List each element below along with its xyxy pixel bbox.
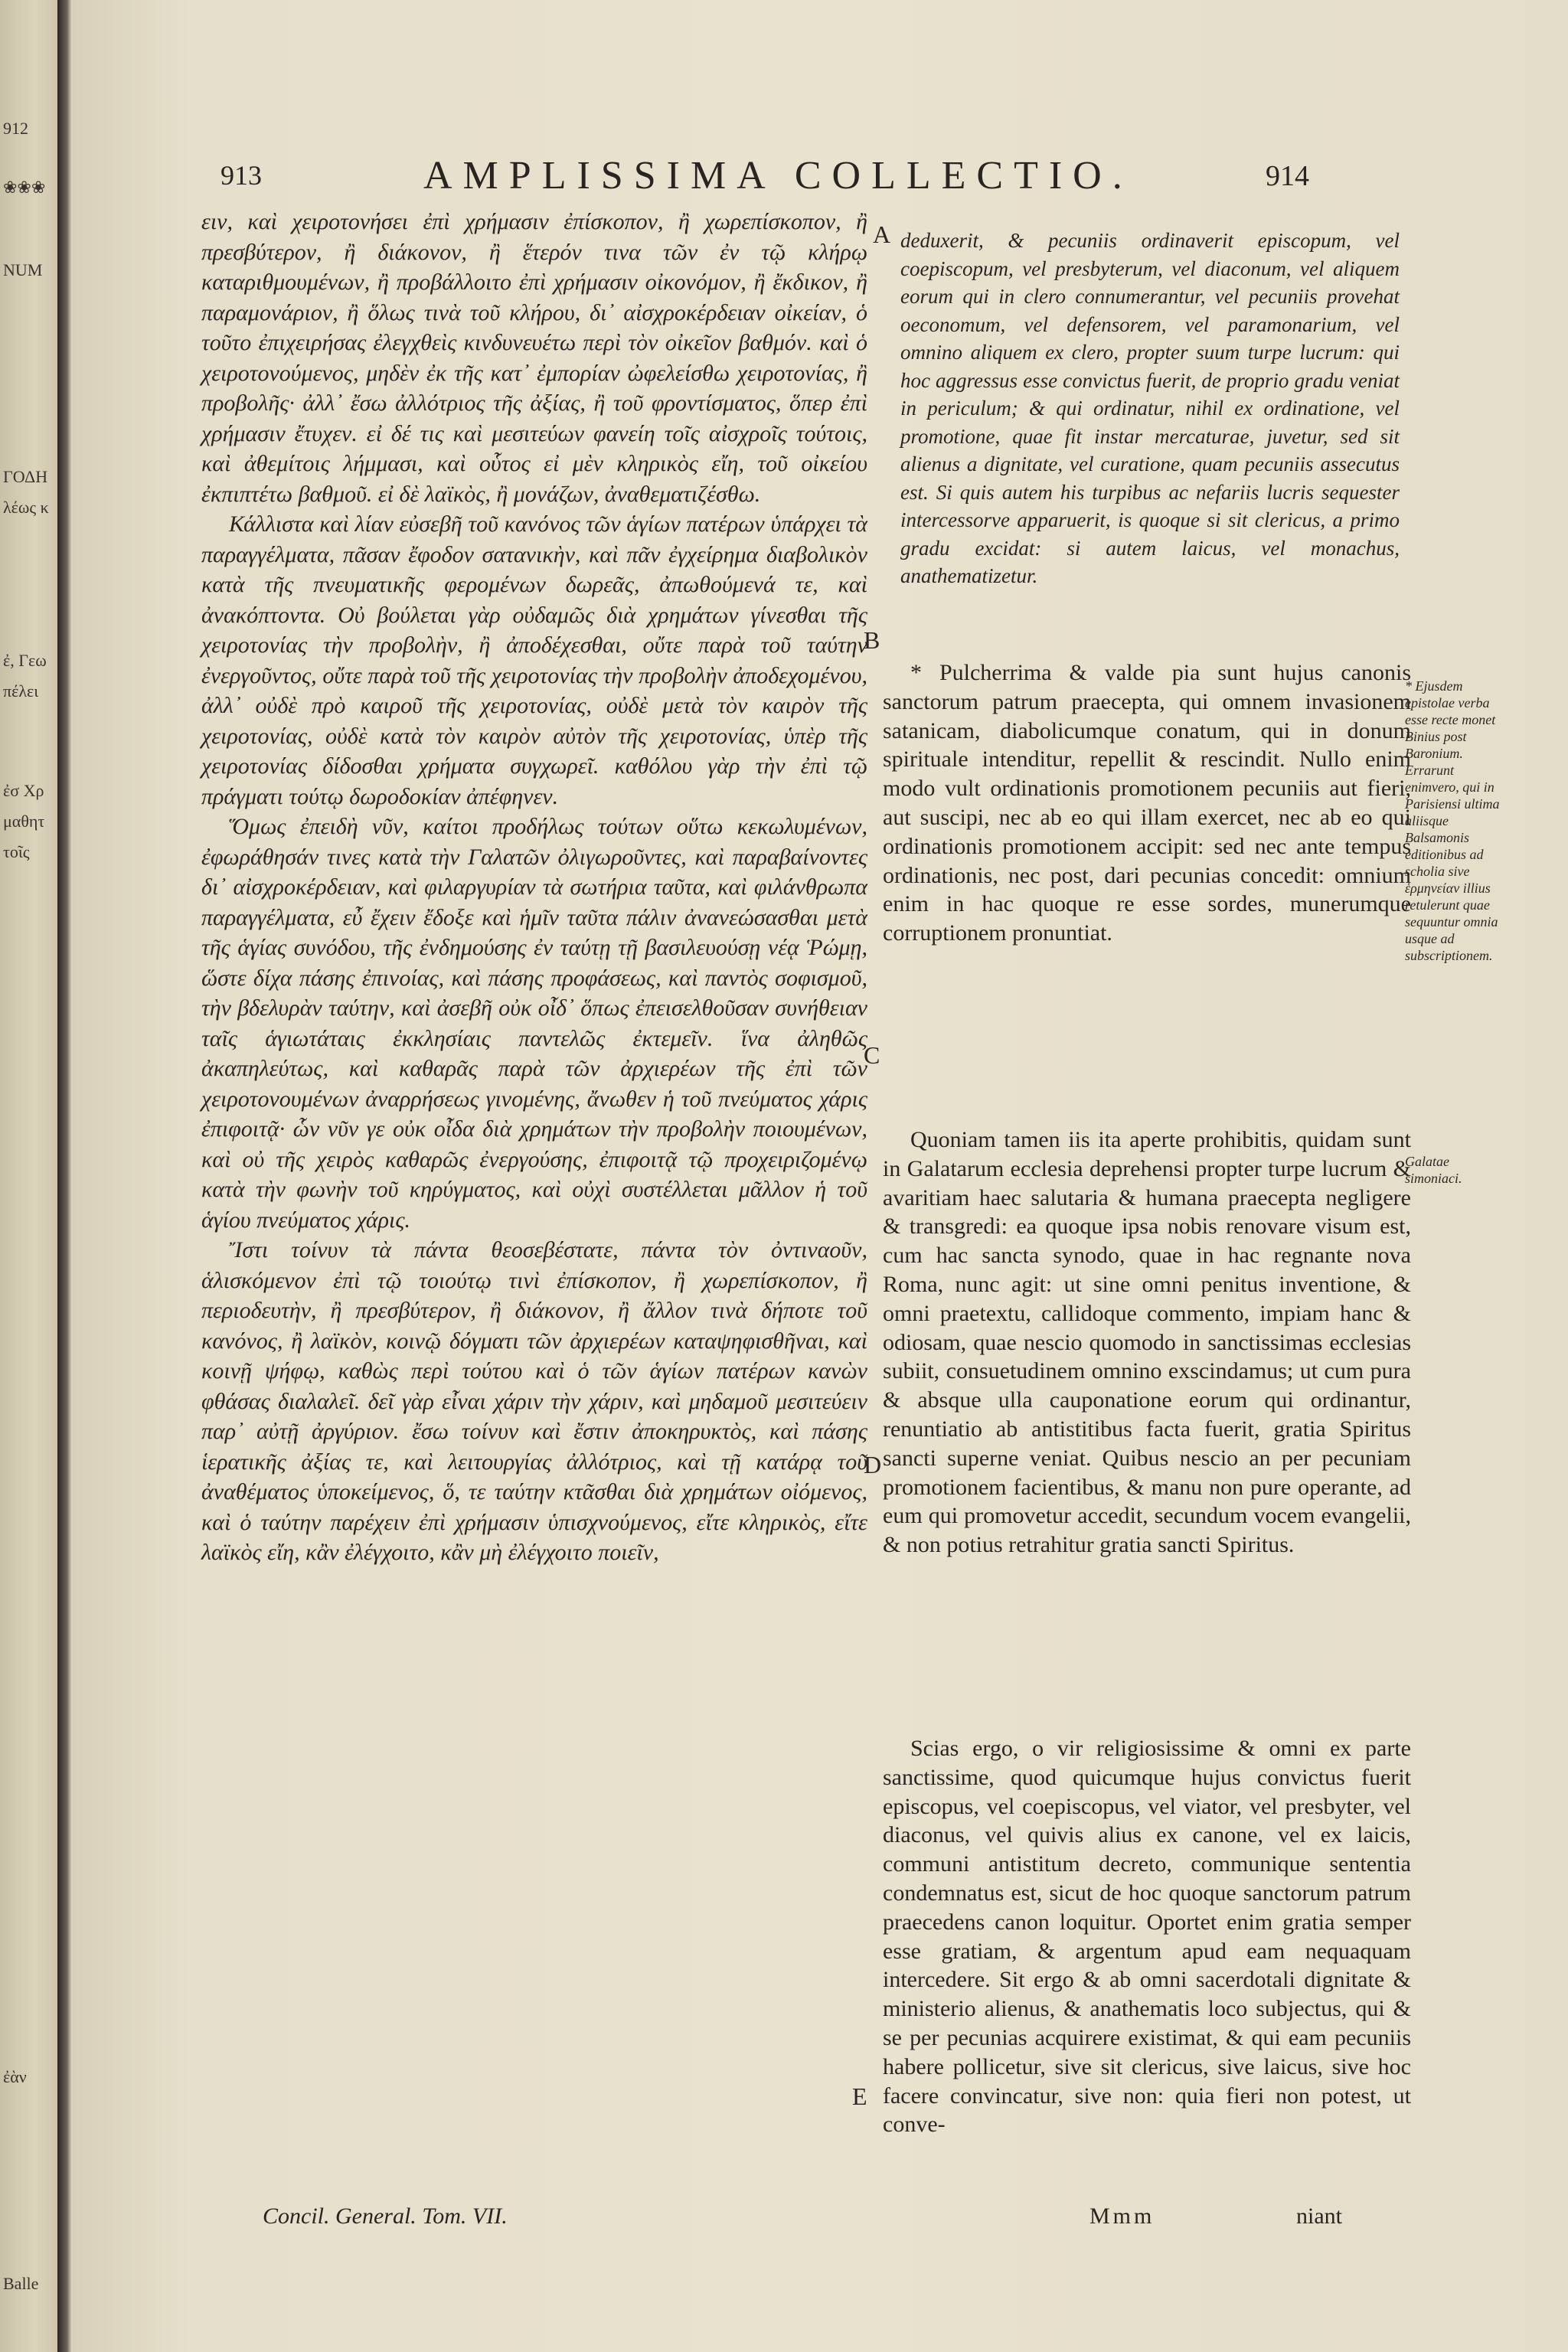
book-page [71,0,1568,2352]
latin-commentary-1 [883,658,1411,948]
latin-paragraph: Quoniam tamen iis ita aperte prohibitis, quidam sunt in Galatarum ecclesia deprehensi propter turpe lucrum & avaritiam haec salutaria & humana praecepta negligere & transgredi: ea quoque ipsa nobis renovare visum est, cum hac sancta synodo, quae in hac regnante nova Roma, nunc agit: ut sine omni penitus inventione, & omni praetextu, callidoque commento, impiam hanc & odiosam, quae nescio quomodo in sanctissimas ecclesias subiit, consuetudinem omnino exscindamus; ut cum pura & absque ulla cauponatione eorum qui ordinantur, renuntiatio ab antistitibus facta fuerit, gratia Spiritus sancti superne veniat. Quibus nescio an per pecuniam promotionem facientibus, & manu non pure operante, ad eum qui promovetur accedit, secundum vocem evangelii, & non potius retrahitur gratia sancti Spiritus. [883,1127,1411,1558]
book-gutter [57,0,71,2352]
footer-volume: Concil. General. Tom. VII. [263,2203,508,2229]
section-marker-a: A [873,220,891,248]
section-marker-c: C [864,1041,880,1069]
section-marker-b: B [864,626,880,654]
marginal-note-binius: * Ejusdem epistolae verba esse recte monet Binius post Baronium. Errarunt enimvero, qui in Parisiensi ultima aliisque Balsamonis editionibus ad scholia sive ἑρμηνείαν illius retulerunt quae sequuntur omnia usque ad subscriptionem. [1405,678,1500,963]
footer-catchword: niant [1296,2203,1342,2229]
previous-page-fragment: πέλει [3,681,39,701]
previous-page-fragment: ΓΟΔΗ [3,467,48,486]
footer-signature-mark: Mmm [1089,2203,1155,2229]
latin-commentary-2 [883,1125,1411,1560]
previous-page-fragment: μαθητ [3,812,45,831]
section-marker-e: E [852,2082,867,2110]
page-number-right: 914 [1266,160,1309,192]
latin-paragraph: Scias ergo, o vir religiosissime & omni ex parte sanctissime, quod quicumque hujus convictus fuerit episcopus, vel coepiscopus, vel viator, vel presbyter, vel diaconus, vel quivis alius ex canone, vel ex laicis, communi antistitum decreto, communique sententia condemnatus est, sicut de hoc quoque sanctorum patrum praecedens canon loquitur. Oportet enim gratia semper esse gratiam, & argentum apud eam nequaquam intercedere. Sit ergo & ab omni sacerdotali dignitate & ministerio alienus, & anathematis loco subjectus, qui & se per pecunias acquirere existimat, & qui eam pecuniis habere pollicetur, sive sit clericus, sive laicus, sive hoc facere convincatur, sive non: quia fieri non potest, ut conve- [883,1736,1411,2138]
latin-paragraph: deduxerit, & pecuniis ordinaverit episcopum, vel coepiscopum, vel presbyterum, vel diaconum, vel aliquem eorum qui in clero connumerantur, vel pecuniis provehat oeconomum, vel defensorem, vel paramonarium, vel omnino aliquem ex clero, propter suum turpe lucrum: qui hoc aggressus esse convictus fuerit, de proprio gradu veniat in periculum; & qui ordinatur, nihil ex ordinatione, vel promotione, quae fit instar mercaturae, juvetur, sed sit alienus a dignitate, vel curatione, quam pecuniis assecutus est. Si quis autem his turpibus ac nefariis lucris sequester intercessorve apparuerit, is quoque si sit clericus, a primo gradu excidat: si autem laicus, vel monachus, anathematizetur. [900,229,1400,587]
previous-page-fragment: ἐὰν [3,2067,27,2086]
greek-paragraph: Ὅμως ἐπειδὴ νῦν, καίτοι προδήλως τούτων οὕτω κεκωλυμένων, ἐφωράθησάν τινες κατὰ τὴν Γαλατῶν ὀλιγωροῦντες, καὶ παραβαίνοντες δι᾽ αἰσχροκέρδειαν, καὶ φιλαργυρίαν τὰ σωτήρια ταῦτα, καὶ φιλάνθρωπα παραγγέλματα, εὖ ἔχειν ἔδοξε καὶ ἡμῖν ταῦτα πάλιν ἀνανεώσασθαι μετὰ τῆς ἁγίας συνόδου, τῆς ἐνδημούσης ἐν ταύτῃ τῇ βασιλευούσῃ νέᾳ Ῥώμῃ, ὥστε δίχα πάσης ἐπινοίας, καὶ πάσης προφάσεως, καὶ παντὸς σοφισμοῦ, τὴν βδελυρὰν ταύτην, καὶ ἀσεβῆ οὐκ οἶδ᾽ ὅπως ἐπεισελθοῦσαν συνήθειαν ταῖς ἁγιωτάταις ἐκκλησίαις παντελῶς ἐκτεμεῖν. ἵνα ἀληθῶς ἀκαπηλεύτως, καὶ καθαρᾶς παρὰ τῶν ἀρχιερέων τῆς ἐπὶ τῶν χειροτονουμένων ἀναρρήσεως γινομένης, ἄνωθεν ἡ τοῦ πνεύματος χάρις ἐπιφοιτᾷ· ὧν νῦν γε οὐκ οἶδα διὰ χρημάτων τὴν προβολὴν ποιουμένων, καὶ οὐ τῆς χειρὸς καθαρῶς ἐνεργούσης, ἐπιφοιτᾷ τῷ προχειριζομένῳ κατὰ τὴν φωνὴν τοῦ κηρύγματος, καὶ οὐχὶ συστέλλεται μᾶλλον ἡ τοῦ ἁγίου πνεύματος χάρις. [201,814,867,1233]
previous-page-fragment: ❀❀❀ [3,178,46,197]
running-title: AMPLISSIMA COLLECTIO. [423,154,1133,198]
previous-page-edge [0,0,57,2352]
previous-page-fragment: λέως κ [3,498,49,517]
previous-page-fragment: Balle [3,2274,39,2293]
previous-page-fragment: NUM [3,260,43,279]
marginal-note-galatae: Galatae simoniaci. [1405,1154,1462,1186]
previous-page-fragment: 912 [3,119,28,138]
latin-paragraph: * Pulcherrima & valde pia sunt hujus canonis sanctorum patrum praecepta, qui omnem invasionem satanicam, diabolicumque conatum, qui in donum spirituale intenditur, repellit & rescindit. Nullo enim modo vult ordinationis promotionem pecuniis aut fieri, aut suscipi, nec ab eo qui illam exercet, nec ab eo qui ordinationis promotionem accipit: sed nec ante tempus ordinationis, nec post, dari pecunias concedit: omnium enim in hac quoque re esse sordes, munerumque corruptionem pronuntiat. [883,660,1411,946]
latin-canon-text [900,227,1400,590]
previous-page-fragment: ἐσ Χρ [3,781,44,800]
latin-commentary-3 [883,1734,1411,2139]
greek-paragraph: ειν, καὶ χειροτονήσει ἐπὶ χρήμασιν ἐπίσκοπον, ἢ χωρεπίσκοπον, ἢ πρεσβύτερον, ἢ διάκονον, ἢ ἕτερόν τινα τῶν ἐν τῷ κλήρῳ καταριθμουμένων, ἢ προβάλλοιτο ἐπὶ χρήμασιν οἰκονόμον, ἢ ἔκδικον, ἢ παραμονάριον, ἢ ὅλως τινὰ τοῦ κλήρου, δι᾽ αἰσχροκέρδειαν οἰκείαν, ὁ τοῦτο ἐπιχειρήσας ἐλεγχθεὶς κινδυνευέτω περὶ τὸν οἰκεῖον βαθμόν. καὶ ὁ χειροτονούμενος, μηδὲν ἐκ τῆς κατ᾽ ἐμπορίαν ὠφελείσθω χειροτονίας, ἢ προβολῆς· ἀλλ᾽ ἔσω ἀλλότριος τῆς ἀξίας, ἢ τοῦ φροντίσματος, ὅπερ ἐπὶ χρήμασιν ἔτυχεν. εἰ δέ τις καὶ μεσιτεύων φανείη τοῖς αἰσχροῖς τούτοις, καὶ ἀθεμίτοις λήμμασι, καὶ οὗτος εἰ μὲν κληρικὸς εἴη, τοῦ οἰκείου ἐκπιπτέτω βαθμοῦ. εἰ δὲ λαϊκὸς, ἢ μονάζων, ἀναθεματιζέσθω. [201,209,867,507]
section-marker-d: D [864,1451,882,1478]
greek-paragraph: Ἴστι τοίνυν τὰ πάντα θεοσεβέστατε, πάντα τὸν ὀντιναοῦν, ἁλισκόμενον ἐπὶ τῷ τοιούτῳ τινὶ ἐπίσκοπον, ἢ χωρεπίσκοπον, ἢ περιοδευτὴν, ἢ πρεσβύτερον, ἢ διάκονον, ἢ ἄλλον τινὰ δήποτε τοῦ κανόνος, ἢ λαϊκὸν, κοινῷ δόγματι τῶν ἀρχιερέων καταψηφισθῆναι, καὶ κοινῇ ψήφῳ, καθὼς περὶ τούτου καὶ ὁ τῶν ἁγίων πατέρων κανὼν φθάσας διαλαλεῖ. δεῖ γὰρ εἶναι χάριν τὴν χάριν, καὶ μηδαμοῦ μεσιτεύειν παρ᾽ αὐτῇ ἀργύριον. ἔσω τοίνυν καὶ ἔστιν ἀποκηρυκτὸς, καὶ πάσης ἱερατικῆς ἀξίας τε, καὶ λειτουργίας ἀλλότριος, καὶ τῇ κατάρᾳ τοῦ ἀναθέματος ὑποκείμενος, ὅ, τε ταύτην κτᾶσθαι διὰ χρημάτων οἰόμενος, καὶ ὁ ταύτην παρέχειν ἐπὶ χρήμασιν ὑπισχνούμενος, εἴτε κληρικὸς, εἴτε λαϊκὸς εἴη, κἂν ἐλέγχοιτο, κἂν μὴ ἐλέγχοιτο ποιεῖν, [201,1237,867,1565]
greek-paragraph: Κάλλιστα καὶ λίαν εὐσεβῆ τοῦ κανόνος τῶν ἁγίων πατέρων ὑπάρχει τὰ παραγγέλματα, πᾶσαν ἔφοδον σατανικὴν, καὶ πᾶν ἐγχείρημα διαβολικὸν κατὰ τῆς πνευματικῆς φερομένων δωρεᾶς, ἀπωθούμενά τε, καὶ ἀνακόπτοντα. Οὐ βούλεται γὰρ οὐδαμῶς διὰ χρημάτων γίνεσθαι τῆς χειροτονίας τὴν προβολὴν, ἢ ἀποδέχεσθαι, οὔτε παρὰ τοῦ ταύτην ἐνεργοῦντος, οὔτε παρὰ τοῦ τῆς χειροτονίας τὴν προβολὴν ἀποδεχομένου, ἀλλ᾽ οὐδὲ πρὸ καιροῦ τῆς χειροτονίας, οὐδὲ μετὰ τὸν καιρὸν τῆς χειροτονίας, οὐδὲ κατὰ τὸν καιρὸν αὐτὸν τῆς χειροτονίας, ὑπὲρ τῆς χειροτονίας δίδοσθαι χρήματα συγχωρεῖ. καθόλου γὰρ τὴν ἐπὶ τῷ πράγματι τούτῳ δωροδοκίαν ἀπέφηνεν. [201,511,867,809]
greek-text-column [201,207,867,1568]
previous-page-fragment: ἐ, Γεω [3,651,47,670]
previous-page-fragment: τοῖς [3,842,30,861]
page-number-left: 913 [220,160,262,191]
